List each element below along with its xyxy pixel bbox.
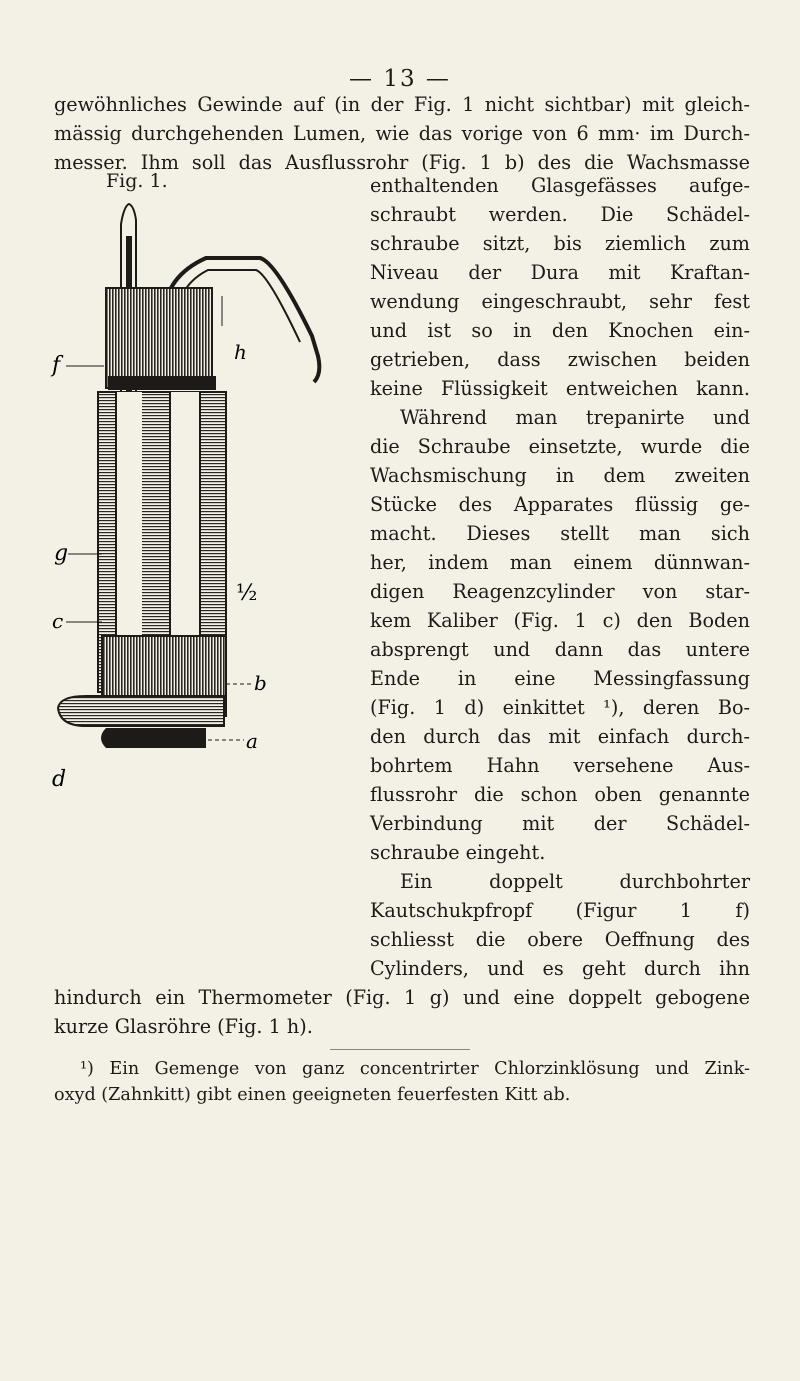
text-line: schliesst die obere Oeffnung des: [370, 928, 750, 951]
text-line: mässig durchgehenden Lumen, wie das vorige von 6 mm· im Durch-: [54, 122, 750, 145]
text-line: Ein doppelt durchbohrter: [400, 870, 750, 893]
text-line: flussrohr die schon oben genannte: [370, 783, 750, 806]
label-h: h: [234, 340, 247, 364]
text-line: wendung eingeschraubt, sehr fest: [370, 290, 750, 313]
figure-caption: Fig. 1.: [106, 170, 168, 192]
footnote-line: oxyd (Zahnkitt) gibt einen geeigneten feuerfesten Kitt ab.: [54, 1085, 571, 1105]
footnote-rule: [330, 1049, 470, 1050]
label-g: g: [54, 541, 69, 566]
text-line: enthaltenden Glasgefässes aufge-: [370, 174, 750, 197]
text-line: hindurch ein Thermometer (Fig. 1 g) und eine doppelt gebogene: [54, 986, 750, 1009]
text-line: (Fig. 1 d) einkittet ¹), deren Bo-: [370, 696, 750, 719]
text-line: macht. Dieses stellt man sich: [370, 522, 750, 545]
text-line: Wachsmischung in dem zweiten: [370, 464, 750, 487]
text-line: getrieben, dass zwischen beiden: [370, 348, 750, 371]
text-line: Ende in eine Messingfassung: [370, 667, 750, 690]
text-line: kem Kaliber (Fig. 1 c) den Boden: [370, 609, 750, 632]
text-line: keine Flüssigkeit entweichen kann.: [370, 377, 750, 400]
text-line: schraube sitzt, bis ziemlich zum: [370, 232, 750, 255]
text-line: den durch das mit einfach durch-: [370, 725, 750, 748]
text-line: Stücke des Apparates flüssig ge-: [370, 493, 750, 516]
label-c: c: [52, 609, 64, 633]
page-number: — 13 —: [349, 66, 451, 92]
text-line: Cylinders, und es geht durch ihn: [370, 957, 750, 980]
label-scale: ½: [236, 581, 258, 606]
text-line: schraubt werden. Die Schädel-: [370, 203, 750, 226]
text-line: digen Reagenzcylinder von star-: [370, 580, 750, 603]
label-d: d: [52, 767, 67, 792]
apparatus-figure: [46, 196, 366, 792]
label-a: a: [246, 729, 258, 753]
text-line: messer. Ihm soll das Ausflussrohr (Fig. 1 b) des die Wachsmasse: [54, 151, 750, 174]
text-line: gewöhnliches Gewinde auf (in der Fig. 1 nicht sichtbar) mit gleich-: [54, 93, 750, 116]
text-line: kurze Glasröhre (Fig. 1 h).: [54, 1015, 313, 1038]
text-line: Niveau der Dura mit Kraftan-: [370, 261, 750, 284]
text-line: absprengt und dann das untere: [370, 638, 750, 661]
text-line: her, indem man einem dünnwan-: [370, 551, 750, 574]
label-b: b: [254, 671, 267, 695]
footnote-line: ¹) Ein Gemenge von ganz concentrirter Chlorzinklösung und Zink-: [80, 1059, 750, 1079]
text-line: Während man trepanirte und: [400, 406, 750, 429]
text-line: Verbindung mit der Schädel-: [370, 812, 750, 835]
text-line: und ist so in den Knochen ein-: [370, 319, 750, 342]
text-line: Kautschukpfropf (Figur 1 f): [370, 899, 750, 922]
text-line: bohrtem Hahn versehene Aus-: [370, 754, 750, 777]
text-line: schraube eingeht.: [370, 841, 546, 864]
apparatus-illustration: [46, 196, 366, 792]
label-f: f: [52, 353, 61, 378]
text-line: die Schraube einsetzte, wurde die: [370, 435, 750, 458]
